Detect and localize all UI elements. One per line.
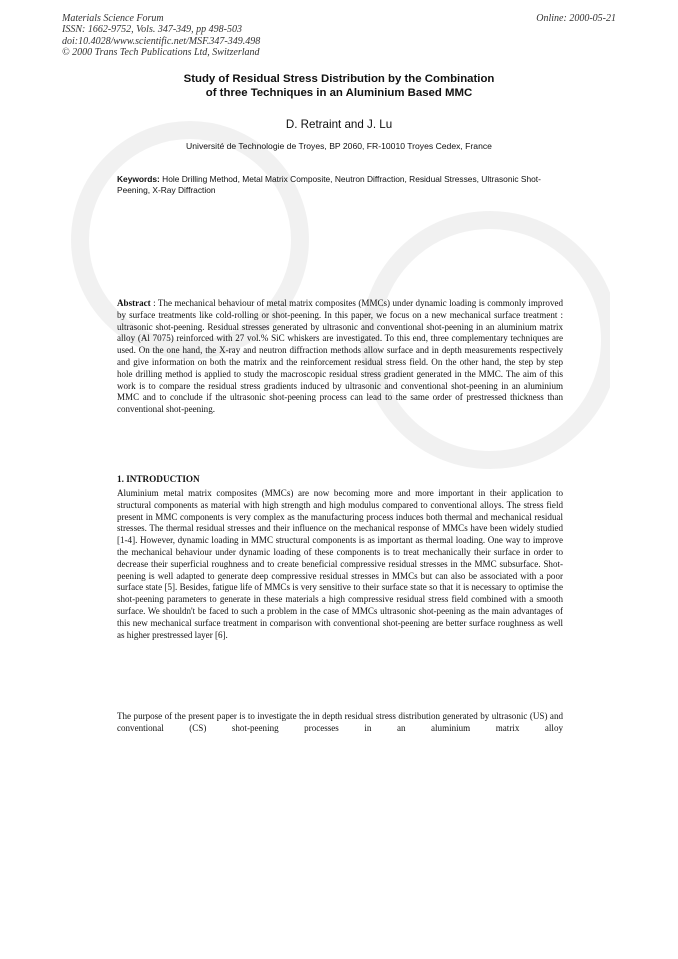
abstract (117, 298, 563, 416)
journal-name: Materials Science Forum (62, 13, 164, 24)
section-heading-introduction: 1. INTRODUCTION (117, 474, 200, 484)
abstract-label: Abstract (117, 298, 151, 308)
title-line-1: Study of Residual Stress Distribution by the Combination (183, 73, 495, 85)
doi-line[interactable]: doi:10.4028/www.scientific.net/MSF.347-349.498 (62, 35, 261, 47)
authors: D. Retraint and J. Lu (285, 118, 393, 131)
keywords-label: Keywords: (117, 174, 160, 184)
issn-line: ISSN: 1662-9752, Vols. 347-349, pp 498-503 (62, 24, 242, 36)
affiliation: Université de Technologie de Troyes, BP 2060, FR-10010 Troyes Cedex, France (186, 141, 492, 151)
keywords-block (117, 174, 562, 196)
introduction-paragraph-2: The purpose of the present paper is to investigate the in depth residual stress distribution generated by ultrasonic (US) and conventional (CS) shot-peening processes in an aluminium matrix alloy (117, 711, 563, 733)
online-date: Online: 2000-05-21 (536, 13, 616, 24)
abstract-text: : The mechanical behaviour of metal matrix composites (MMCs) under dynamic loading is commonly improved by surface treatments like cold-rolling or shot-peening. In this paper, we focus on a new mechanical surface treatment : ultrasonic shot-peening. Residual stresses generated by ultrasonic and conventional shot-peening in an aluminium matrix alloy (Al 7075) reinforced with 27 vol.% SiC whiskers are investigated. To this end, three complementary techniques are used. On the one hand, the X-ray and neutron diffraction methods allow surface and in depth measurements respectively and give information on both the matrix and the reinforcement residual stress field. On the other hand, the step by step hole drilling method is applied to study the macroscopic residual stress gradient generated in the MMC. The aim of this work is to compare the residual stress gradients induced by ultrasonic and conventional shot-peening in an aluminium MMC and to conclude if the ultrasonic shot-peening process can lead to the same order of prestressed thickness than conventional shot-peening. (117, 298, 564, 415)
title-line-2: of three Techniques in an Aluminium Based MMC (205, 87, 473, 99)
copyright-line: © 2000 Trans Tech Publications Ltd, Switzerland (62, 47, 260, 59)
keywords-text: Hole Drilling Method, Metal Matrix Composite, Neutron Diffraction, Residual Stresses, Ultrasonic Shot-Peening, X-Ray Diffraction (117, 174, 541, 196)
journal-header (62, 13, 260, 59)
introduction-paragraph-1: Aluminium metal matrix composites (MMCs) are now becoming more and more important in their application to structural components as material with high strength and high modulus compared to conventional alloys. The stress field present in MMC components is very complex as the manufacturing process induces both thermal and mechanical residual stresses. The thermal residual stresses and their influence on the mechanical response of MMCs have been widely studied [1-4]. However, dynamic loading in MMC structural components is as important as thermal loading. One way to improve the mechanical behaviour under dynamic loading of these components is to treat mechanically their surface in order to decrease their superficial roughness and to create beneficial compressive residual stresses in the MMC subsurface. Shot-peening is well adapted to generate deep compressive residual stresses in MMCs but can also be associated with a poor surface state [5]. Besides, fatigue life of MMCs is very sensitive to their surface state so that it is necessary to optimise the shot-peening parameters to generate in these materials a high compressive residual stress field combined with a smooth surface. We shouldn't be faced to such a problem in the case of MMCs ultrasonic shot-peening as the main advantages of this new mechanical surface treatment in comparison with conventional shot-peening are better surface roughness as well as higher prestressed layer [6]. (117, 488, 563, 640)
paper-title (60, 72, 618, 100)
